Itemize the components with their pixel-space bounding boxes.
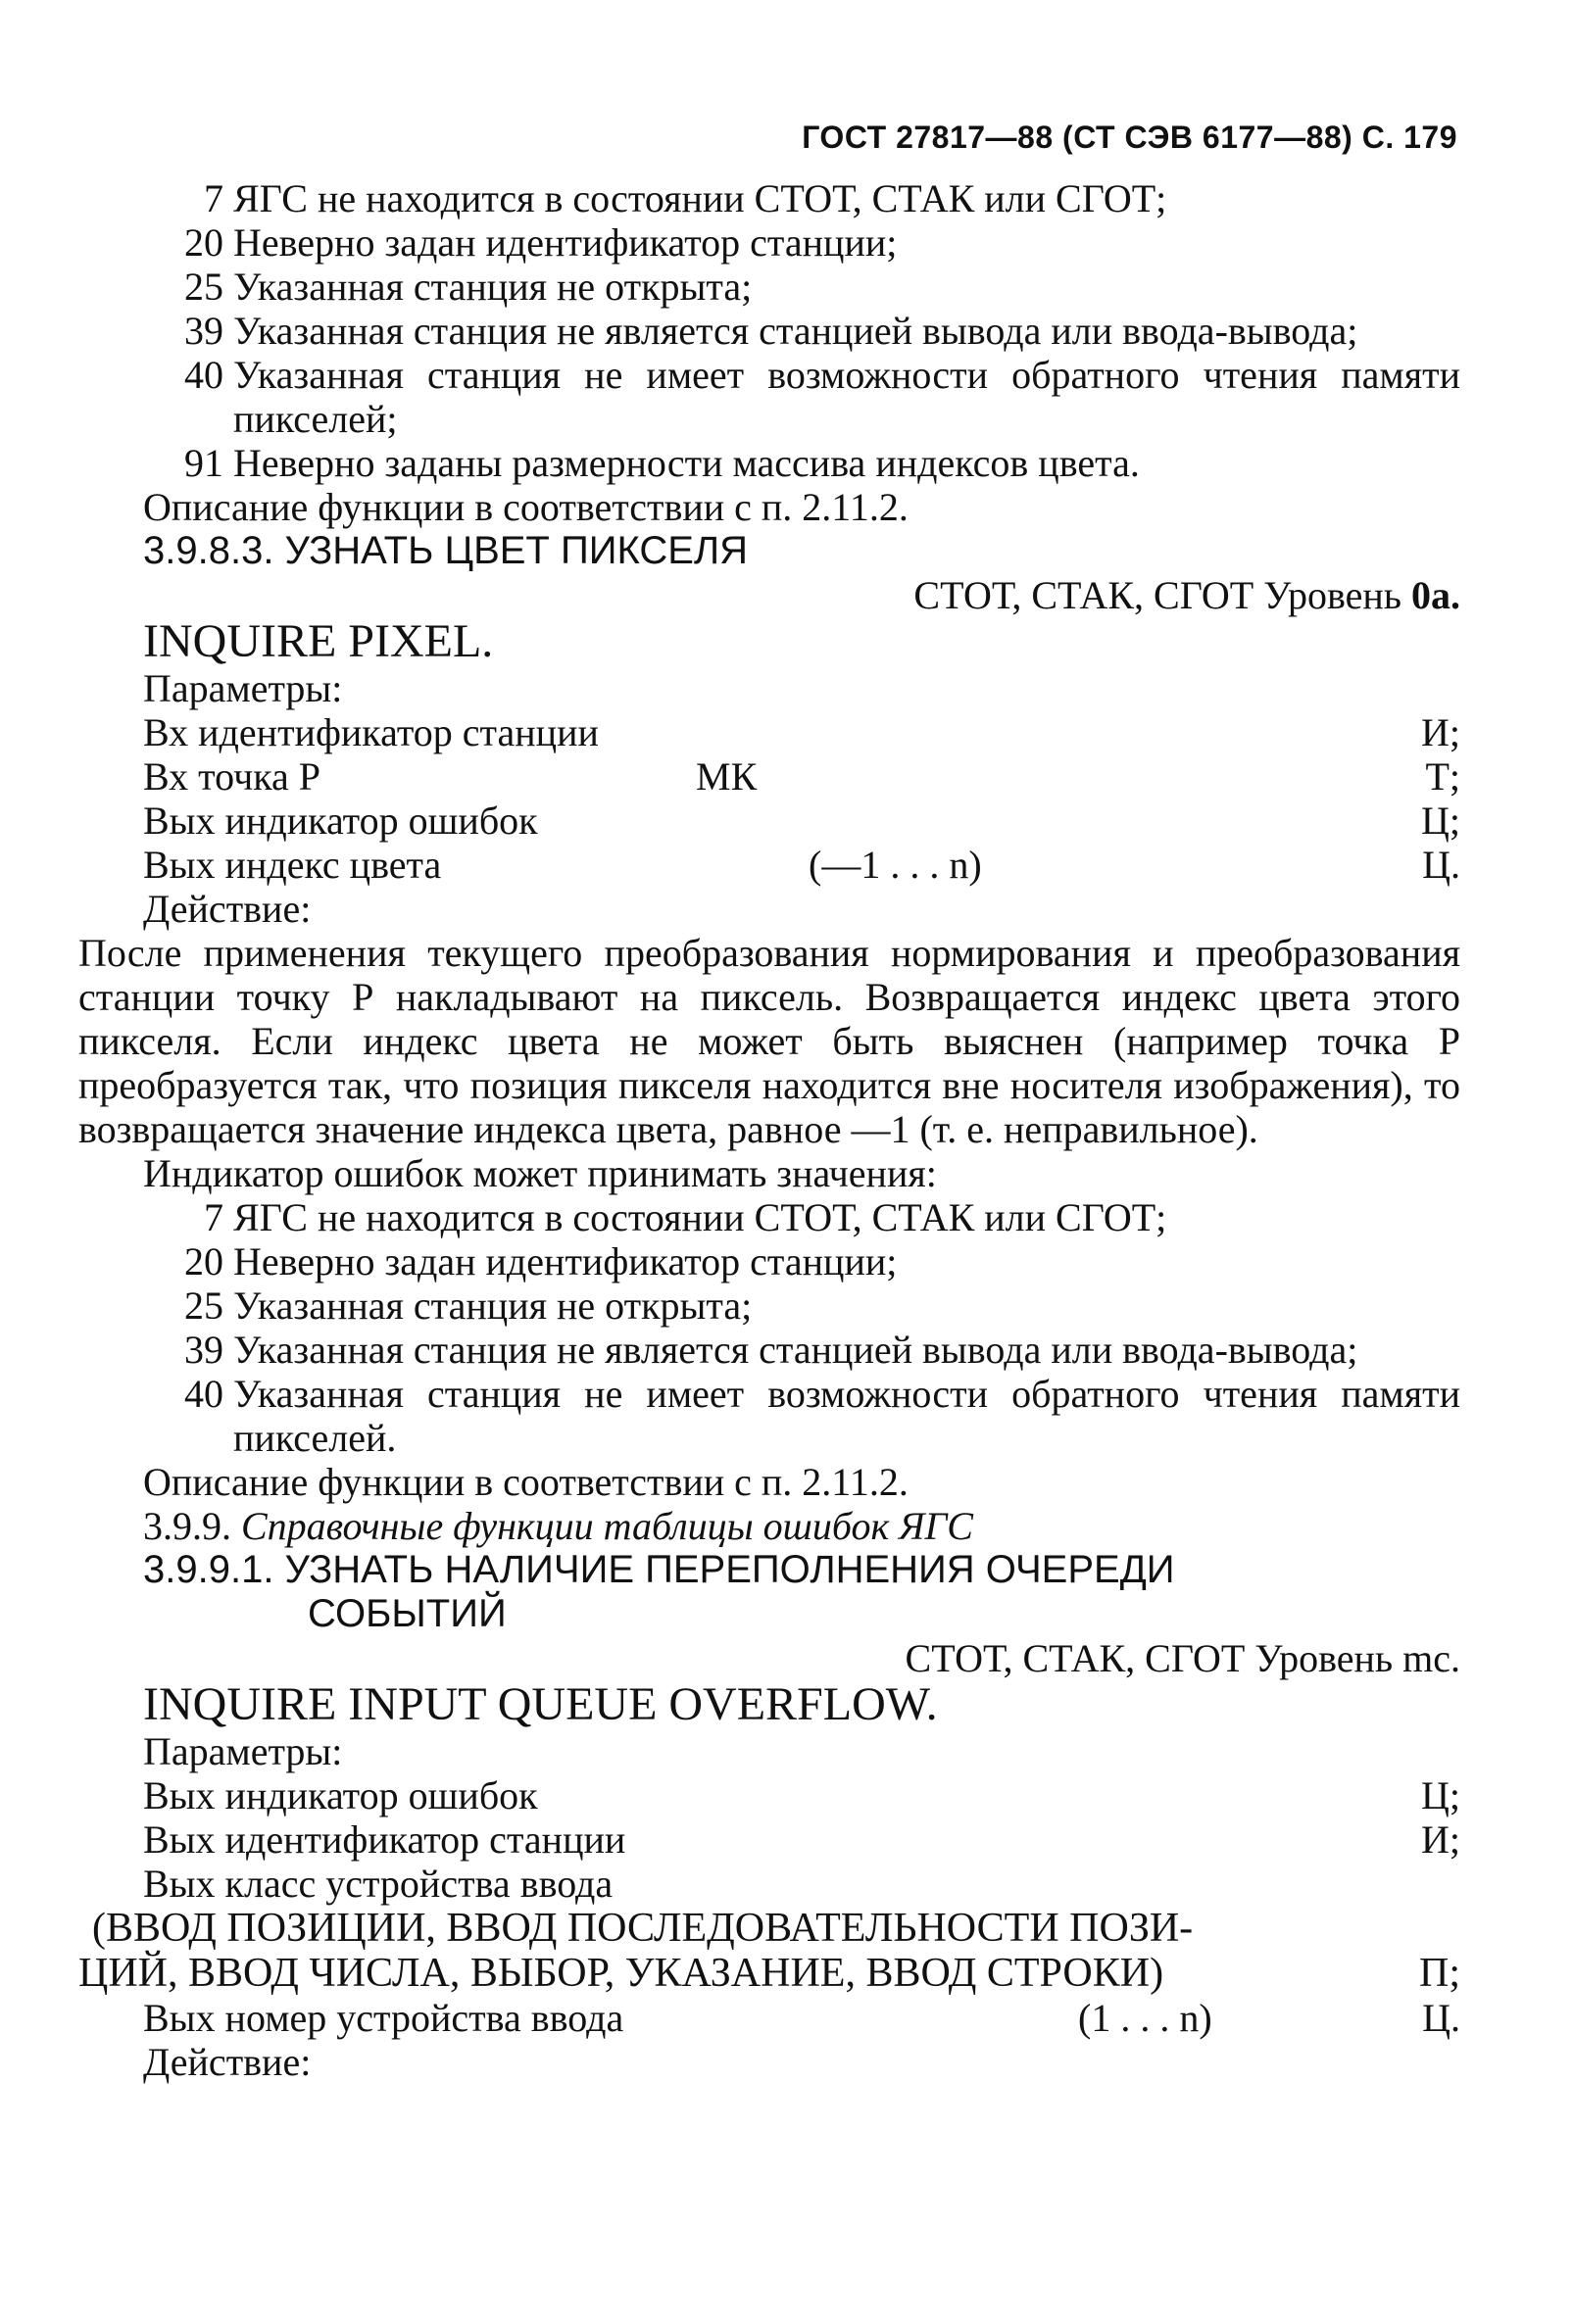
- enum-line2: ЦИЙ, ВВОД ЧИСЛА, ВЫБОР, УКАЗАНИЕ, ВВОД СТРОКИ) П;: [78, 1951, 1460, 1996]
- parameter-row: Вх идентификатор станции И;: [143, 710, 1460, 754]
- list-item: 25 Указанная станция не открыта;: [184, 265, 753, 309]
- level-value: mc.: [1402, 1636, 1460, 1680]
- level-value: 0а.: [1411, 573, 1460, 617]
- section-title-line2: СОБЫТИЙ: [308, 1592, 507, 1635]
- list-item: 20 Неверно задан идентификатор станции;: [184, 220, 898, 265]
- state-level-line: [78, 1636, 1460, 1680]
- list-item: 40 Указанная станция не имеет возможности обратного чтения памяти пикселей;: [184, 353, 1460, 441]
- enum-line1: (ВВОД ПОЗИЦИИ, ВВОД ПОСЛЕДОВАТЕЛЬНОСТИ ПОЗИ-: [92, 1906, 1194, 1951]
- list-item: 7 ЯГС не находится в состоянии СТОТ, СТАК или СГОТ;: [204, 1195, 1167, 1239]
- errors-intro: Индикатор ошибок может принимать значения:: [143, 1151, 937, 1195]
- list-item: 40 Указанная станция не имеет возможности обратного чтения памяти пикселей.: [184, 1372, 1460, 1460]
- list-item: 7 ЯГС не находится в состоянии СТОТ, СТАК или СГОТ;: [204, 176, 1167, 220]
- action-label: Действие:: [143, 887, 312, 931]
- allowed-states: СТОТ, СТАК, СГОТ: [913, 573, 1254, 617]
- list-item: 39 Указанная станция не является станцией вывода или ввода-вывода;: [184, 1328, 1358, 1372]
- description-reference: Описание функции в соответствии с п. 2.11.2.: [143, 1460, 909, 1504]
- allowed-states: СТОТ, СТАК, СГОТ: [905, 1636, 1246, 1680]
- page-content: [78, 176, 1460, 2084]
- level-label: Уровень: [1254, 1636, 1394, 1680]
- description-reference: Описание функции в соответствии с п. 2.11.2.: [143, 485, 909, 529]
- list-item: 20 Неверно задан идентификатор станции;: [184, 1239, 898, 1283]
- subsection-heading: [78, 1504, 1460, 1548]
- error-list-top: [78, 176, 1460, 485]
- function-name: INQUIRE INPUT QUEUE OVERFLOW.: [143, 1678, 938, 1730]
- parameter-row: Вых класс устройства ввода: [143, 1862, 614, 1906]
- list-item: 25 Указанная станция не открыта;: [184, 1283, 753, 1328]
- action-paragraph: После применения текущего преобразования нормирования и преобразования станции точку Р накладывают на пиксель. Возвращается индекс цвета этого пикселя. Если индекс цвета не может быть выяснен (например точка Р преобразуется так, что позиция пикселя находится вне носителя изображения), то возвращается значение индекса цвета, равное —1 (т. е. неправильное).: [78, 931, 1460, 1151]
- section-heading: 3.9.8.3. УЗНАТЬ ЦВЕТ ПИКСЕЛЯ: [143, 529, 749, 572]
- error-list: [78, 1195, 1460, 1460]
- subsection-title: Справочные функции таблицы ошибок ЯГС: [241, 1504, 973, 1548]
- parameter-row: Вых индекс цвета (—1 . . . n) Ц.: [143, 843, 1460, 887]
- parameter-row: Вых идентификатор станции И;: [143, 1817, 1460, 1862]
- device-class-enum: [78, 1906, 1460, 1996]
- state-level-line: [78, 573, 1460, 617]
- parameter-row: Вх точка Р МК Т;: [143, 754, 1460, 799]
- params-label: Параметры:: [143, 1729, 343, 1773]
- list-item: 39 Указанная станция не является станцией вывода или ввода-вывода;: [184, 309, 1358, 353]
- enum-code: П;: [1419, 1951, 1460, 1996]
- page-header: ГОСТ 27817—88 (СТ СЭВ 6177—88) С. 179: [802, 120, 1457, 155]
- function-name: INQUIRE PIXEL.: [143, 615, 494, 667]
- parameter-row: Вых номер устройства ввода (1 . . . n) Ц.: [143, 1996, 1460, 2040]
- parameter-row: Вых индикатор ошибок Ц;: [143, 799, 1460, 843]
- action-label: Действие:: [143, 2040, 312, 2084]
- params-label: Параметры:: [143, 666, 343, 710]
- level-label: Уровень: [1263, 573, 1401, 617]
- section-title-line1: 3.9.9.1. УЗНАТЬ НАЛИЧИЕ ПЕРЕПОЛНЕНИЯ ОЧЕРЕДИ: [143, 1548, 1175, 1591]
- section-heading: [78, 1548, 1460, 1636]
- parameter-row: Вых индикатор ошибок Ц;: [143, 1773, 1460, 1817]
- list-item: 91 Неверно заданы размерности массива индексов цвета.: [184, 441, 1140, 485]
- subsection-number: 3.9.9.: [143, 1504, 231, 1548]
